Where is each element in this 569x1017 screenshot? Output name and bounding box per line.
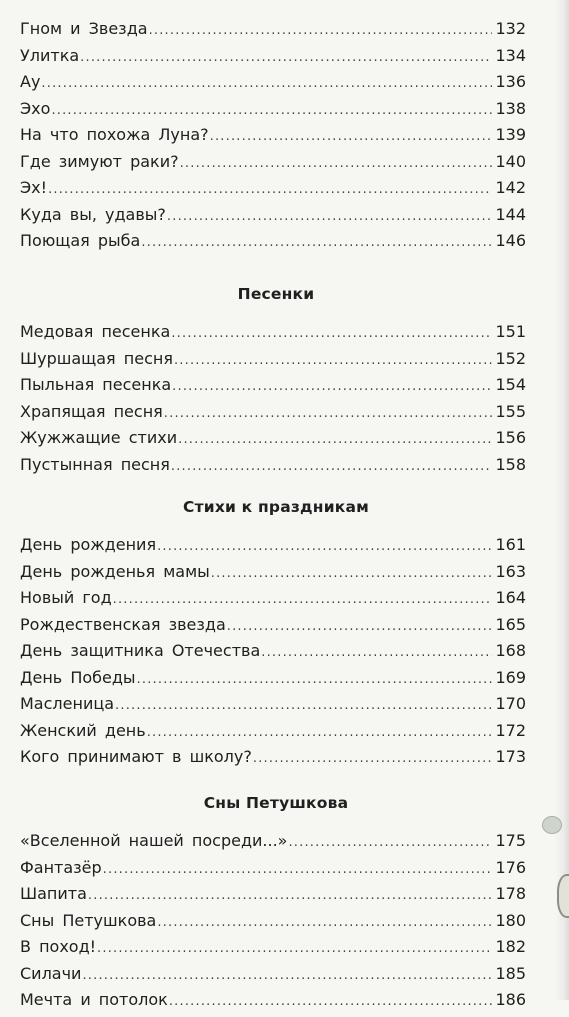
- dot-leader: [211, 566, 493, 581]
- section-heading: Песенки: [237, 285, 315, 303]
- dot-leader: [172, 379, 492, 394]
- toc-entry[interactable]: [20, 99, 526, 126]
- entry-page-number: 144: [495, 204, 526, 224]
- entry-title: В поход!: [20, 937, 97, 956]
- entry-title: День Победы: [20, 667, 136, 687]
- toc-entry[interactable]: [20, 831, 526, 858]
- toc-entry[interactable]: [20, 72, 526, 99]
- toc-entry[interactable]: [20, 721, 526, 748]
- toc-section: [20, 283, 526, 481]
- dot-leader: [164, 406, 493, 421]
- toc-entry[interactable]: [20, 884, 526, 911]
- entry-title: Поющая рыба: [20, 231, 141, 250]
- toc-entry[interactable]: [20, 937, 526, 964]
- entry-title: Женский день: [20, 720, 146, 740]
- margin-tab-mark: [557, 874, 569, 918]
- entry-title: Храпящая песня: [20, 401, 163, 421]
- entry-title: Куда вы, удавы?: [20, 204, 166, 224]
- toc-entry[interactable]: [20, 205, 526, 232]
- entry-title: Мечта и потолок: [20, 990, 168, 1009]
- entry-page-number: 176: [495, 857, 526, 877]
- entry-title: Где зимуют раки?: [20, 151, 179, 171]
- toc-entry[interactable]: [20, 455, 526, 482]
- section-heading: Стихи к праздникам: [183, 498, 369, 516]
- toc-entry[interactable]: [20, 694, 526, 721]
- dot-leader: [115, 698, 492, 713]
- entry-page-number: 155: [495, 401, 526, 421]
- entry-page-number: 132: [495, 19, 526, 38]
- entry-title: Медовая песенка: [20, 322, 171, 341]
- entry-title: Пыльная песенка: [20, 375, 172, 394]
- entry-page-number: 175: [495, 831, 526, 850]
- entry-title: Силачи: [20, 963, 82, 983]
- dot-leader: [167, 209, 493, 224]
- page-edge-shadow: [555, 0, 569, 1000]
- toc-entry[interactable]: [20, 125, 526, 152]
- entry-page-number: 164: [495, 588, 526, 607]
- dot-leader: [253, 751, 493, 766]
- dot-leader: [174, 353, 493, 368]
- dot-leader: [261, 645, 492, 660]
- dot-leader: [169, 994, 493, 1009]
- toc-section: [20, 792, 526, 1017]
- toc-entry[interactable]: [20, 562, 526, 589]
- dot-leader: [210, 129, 493, 144]
- toc-entry[interactable]: [20, 615, 526, 642]
- entry-page-number: 146: [495, 231, 526, 250]
- entry-page-number: 170: [495, 694, 526, 713]
- entry-title: Шуршащая песня: [20, 348, 173, 368]
- entry-page-number: 136: [495, 72, 526, 91]
- entry-title: День рожденья мамы: [20, 561, 210, 581]
- dot-leader: [137, 672, 493, 687]
- entry-page-number: 156: [495, 428, 526, 447]
- entry-title: День защитника Отечества: [20, 641, 261, 660]
- toc-entry[interactable]: [20, 428, 526, 455]
- dot-leader: [48, 182, 492, 197]
- toc-entry[interactable]: [20, 178, 526, 205]
- dot-leader: [171, 326, 492, 341]
- entry-page-number: 151: [495, 322, 526, 341]
- entry-page-number: 186: [495, 990, 526, 1009]
- dot-leader: [157, 539, 492, 554]
- toc-entry[interactable]: [20, 535, 526, 562]
- dot-leader: [157, 915, 492, 930]
- toc-entry[interactable]: [20, 46, 526, 73]
- toc-entry[interactable]: [20, 990, 526, 1017]
- entry-page-number: 173: [495, 747, 526, 766]
- toc-section: [20, 496, 526, 774]
- toc-entry[interactable]: [20, 19, 526, 46]
- toc-entry[interactable]: [20, 641, 526, 668]
- dot-leader: [171, 459, 493, 474]
- entry-page-number: 185: [495, 963, 526, 983]
- entry-title: Гном и Звезда: [20, 19, 148, 38]
- entry-page-number: 178: [495, 884, 526, 903]
- toc-entry[interactable]: [20, 402, 526, 429]
- toc-entry[interactable]: [20, 911, 526, 938]
- entry-page-number: 139: [495, 125, 526, 144]
- entry-title: Масленица: [20, 694, 115, 713]
- toc-entry[interactable]: [20, 152, 526, 179]
- entry-title: День рождения: [20, 535, 157, 554]
- dot-leader: [178, 432, 492, 447]
- entry-page-number: 169: [495, 667, 526, 687]
- entry-title: «Вселенной нашей посреди...»: [20, 831, 288, 850]
- dot-leader: [227, 619, 493, 634]
- dot-leader: [88, 888, 493, 903]
- entry-page-number: 134: [495, 45, 526, 65]
- toc-entry[interactable]: [20, 231, 526, 258]
- entry-title: Жужжащие стихи: [20, 428, 178, 447]
- toc-entry[interactable]: [20, 964, 526, 991]
- margin-sticker-mark: [542, 816, 562, 834]
- toc-entry[interactable]: [20, 747, 526, 774]
- dot-leader: [141, 235, 492, 250]
- dot-leader: [288, 835, 492, 850]
- dot-leader: [82, 968, 492, 983]
- entry-title: Кого принимают в школу?: [20, 747, 252, 766]
- dot-leader: [113, 592, 493, 607]
- entry-title: Эхо: [20, 98, 51, 118]
- dot-leader: [103, 862, 493, 877]
- dot-leader: [180, 156, 493, 171]
- entry-page-number: 168: [495, 641, 526, 660]
- entry-page-number: 152: [495, 348, 526, 368]
- dot-leader: [80, 50, 492, 65]
- entry-title: Эх!: [20, 178, 48, 197]
- entry-page-number: 165: [495, 614, 526, 634]
- entry-page-number: 142: [495, 178, 526, 197]
- toc-entry[interactable]: [20, 349, 526, 376]
- section-heading: Сны Петушкова: [203, 794, 349, 812]
- entry-page-number: 161: [495, 535, 526, 554]
- dot-leader: [51, 103, 492, 118]
- entry-title: Сны Петушкова: [20, 910, 157, 930]
- entry-page-number: 138: [495, 98, 526, 118]
- toc-entry[interactable]: [20, 668, 526, 695]
- entry-title: Рождественская звезда: [20, 614, 226, 634]
- dot-leader: [147, 725, 493, 740]
- entry-title: Пустынная песня: [20, 454, 170, 474]
- entry-page-number: 180: [495, 910, 526, 930]
- entry-page-number: 158: [495, 454, 526, 474]
- entry-title: Шапита: [20, 884, 87, 903]
- entry-title: Новый год: [20, 588, 112, 607]
- entry-title: Ау: [20, 72, 41, 91]
- toc-entry[interactable]: [20, 858, 526, 885]
- entry-page-number: 172: [495, 720, 526, 740]
- toc-entry[interactable]: [20, 588, 526, 615]
- toc-entry[interactable]: [20, 375, 526, 402]
- dot-leader: [41, 76, 492, 91]
- dot-leader: [149, 23, 493, 38]
- entry-page-number: 182: [495, 937, 526, 956]
- dot-leader: [97, 941, 492, 956]
- entry-title: Фантазёр: [20, 857, 102, 877]
- entry-title: На что похожа Луна?: [20, 125, 209, 144]
- toc-section-continued: [20, 19, 526, 258]
- entry-page-number: 163: [495, 561, 526, 581]
- entry-page-number: 140: [495, 151, 526, 171]
- entry-page-number: 154: [495, 375, 526, 394]
- toc-entry[interactable]: [20, 322, 526, 349]
- entry-title: Улитка: [20, 45, 80, 65]
